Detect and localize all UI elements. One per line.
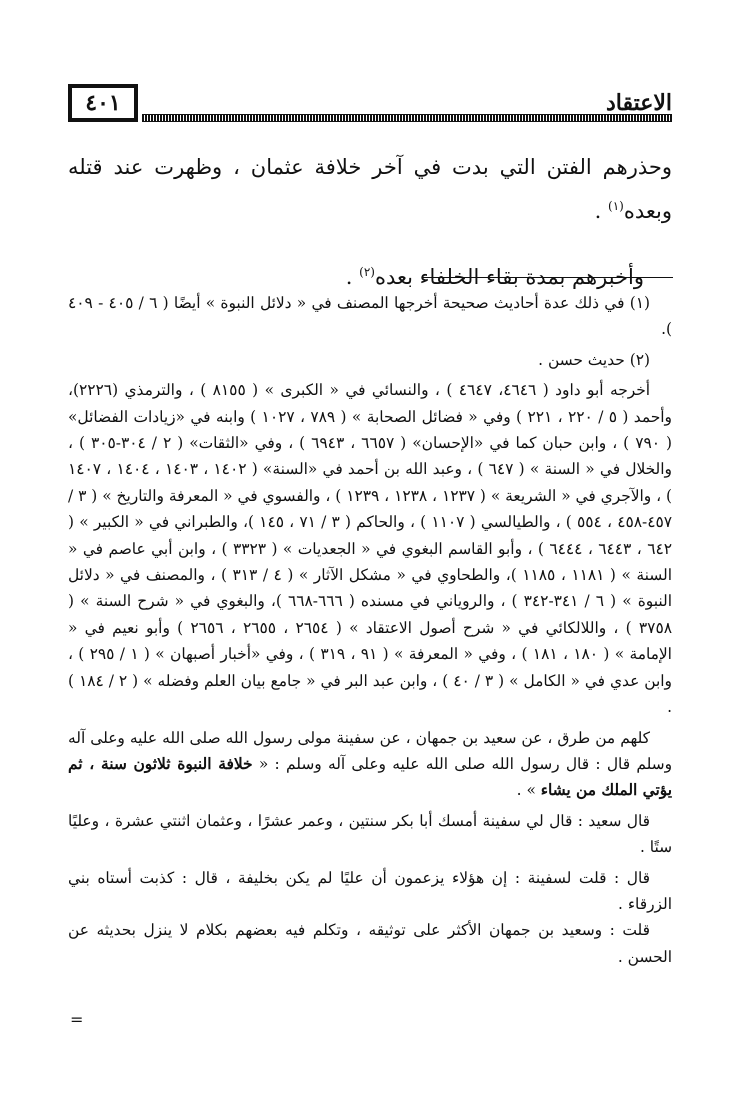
page-header <box>68 84 672 130</box>
footnote-ref-1: (١) <box>608 199 624 213</box>
main-paragraph-1 <box>68 148 672 231</box>
main-paragraph-1-text: وحذرهم الفتن التي بدت في آخر خلافة عثمان ، وظهرت عند قتله وبعده <box>68 155 672 223</box>
continuation-mark: = <box>70 1010 84 1029</box>
main-text <box>68 148 672 297</box>
main-paragraph-2-text: وأخبرهم بمدة بقاء الخلفاء بعده <box>374 265 644 289</box>
page-number-box <box>68 84 138 122</box>
main-paragraph-2-end: . <box>345 265 360 289</box>
footnote-2-body: أخرجه أبو داود ( ٤٦٤٦، ٤٦٤٧ ) ، والنسائي في « الكبرى » ( ٨١٥٥ ) ، والترمذي (٢٢٢٦)، وأحمد ( ٥ / ٢٢٠ ، ٢٢١ ) وفي « فضائل الصحابة » ( ٧٨٩ ، ١٠٢٧ ) وابنه في «زيادات الفضائل» ( ٧٩٠ ) ، وابن حبان كما في «الإحسان» ( ٦٦٥٧ ، ٦٩٤٣ ) ، وفي «الثقات» ( ٢ / ٣٠٤-٣٠٥ ) ، والخلال في « السنة » ( ٦٤٧ ) ، وعبد الله بن أحمد في «السنة» ( ١٤٠٢ ، ١٤٠٣ ، ١٤٠٤ ، ١٤٠٧ ) ، والآجري في « الشريعة » ( ١٢٣٧ ، ١٢٣٨ ، ١٢٣٩ ) ، والفسوي في « المعرفة والتاريخ » ( ٣ / ٤٥٧-٤٥٨ ، ٥٥٤ ) ، والطيالسي ( ١١٠٧ ) ، والحاكم ( ٣ / ٧١ ، ١٤٥ )، والطبراني في « الكبير » ( ٦٤٢ ، ٦٤٤٣ ، ٦٤٤٤ ) ، وأبو القاسم البغوي في « الجعديات » ( ٣٣٢٣ ) ، وابن أبي عاصم في « السنة » ( ١١٨١ ، ١١٨٥ )، والطحاوي في « مشكل الآثار » ( ٤ / ٣١٣ ) ، والمصنف في « دلائل النبوة » ( ٦ / ٣٤١-٣٤٢ ) ، والروياني في مسنده ( ٦٦٦-٦٦٨ )، والبغوي في « شرح السنة » ( ٣٧٥٨ ) ، واللالكائي في « شرح أصول الاعتقاد » ( ٢٦٥٤ ، ٢٦٥٥ ، ٢٦٥٦ ) وأبو نعيم في « الإمامة » ( ١٨٠ ، ١٨١ ) ، وفي « المعرفة » ( ٩١ ، ٣١٩ ) ، وفي «أخبار أصبهان » ( ١ / ٢٩٥ ) ، وابن عدي في « الكامل » ( ٣ / ٤٠ ) ، وابن عبد البر في « جامع بيان العلم وفضله » ( ٢ / ١٨٤ ) . <box>68 381 673 717</box>
footnote-separator <box>423 277 673 278</box>
footnote-ref-2: (٢) <box>359 265 375 279</box>
footnote-1: (١) في ذلك عدة أحاديث صحيحة أخرجها المصنف في « دلائل النبوة » أيضًا ( ٦ / ٤٠٥ - ٤٠٩ ). <box>68 294 672 339</box>
running-title: الاعتقاد <box>605 90 672 116</box>
footnote-paragraph-said: قال سعيد : قال لي سفينة أمسك أبا بكر سنتين ، وعمر عشرًا ، وعثمان اثنتي عشرة ، وعليًا ستًا . <box>68 811 672 857</box>
footnote-2-heading: (٢) حديث حسن . <box>538 350 650 369</box>
footnote-paragraph-grading: قلت : وسعيد بن جمهان الأكثر على توثيقه ، وتكلم فيه بعضهم بكلام لا ينزل بحديثه عن الحسن . <box>68 921 672 966</box>
page-number: ٤٠١ <box>85 90 121 116</box>
header-rule <box>142 114 672 122</box>
chains-text: كلهم من طرق ، عن سعيد بن جمهان ، عن سفينة مولى رسول الله صلى الله عليه وعلى آله وسلم قال : قال رسول الله صلى الله عليه وعلى آله وسلم : « <box>68 728 673 773</box>
footnotes <box>68 290 672 970</box>
hadith-quote: خلافة النبوة ثلاثون سنة ، ثم يؤتي الملك من يشاء <box>68 754 672 800</box>
footnote-paragraph-safina: قال : قلت لسفينة : إن هؤلاء يزعمون أن عليًا لم يكن بخليفة ، قال : كذبت أستاه بني الزرقاء . <box>68 868 672 913</box>
main-paragraph-1-end: . <box>594 199 609 223</box>
chains-end: » . <box>516 781 541 800</box>
footnote-paragraph-chains <box>68 725 672 804</box>
